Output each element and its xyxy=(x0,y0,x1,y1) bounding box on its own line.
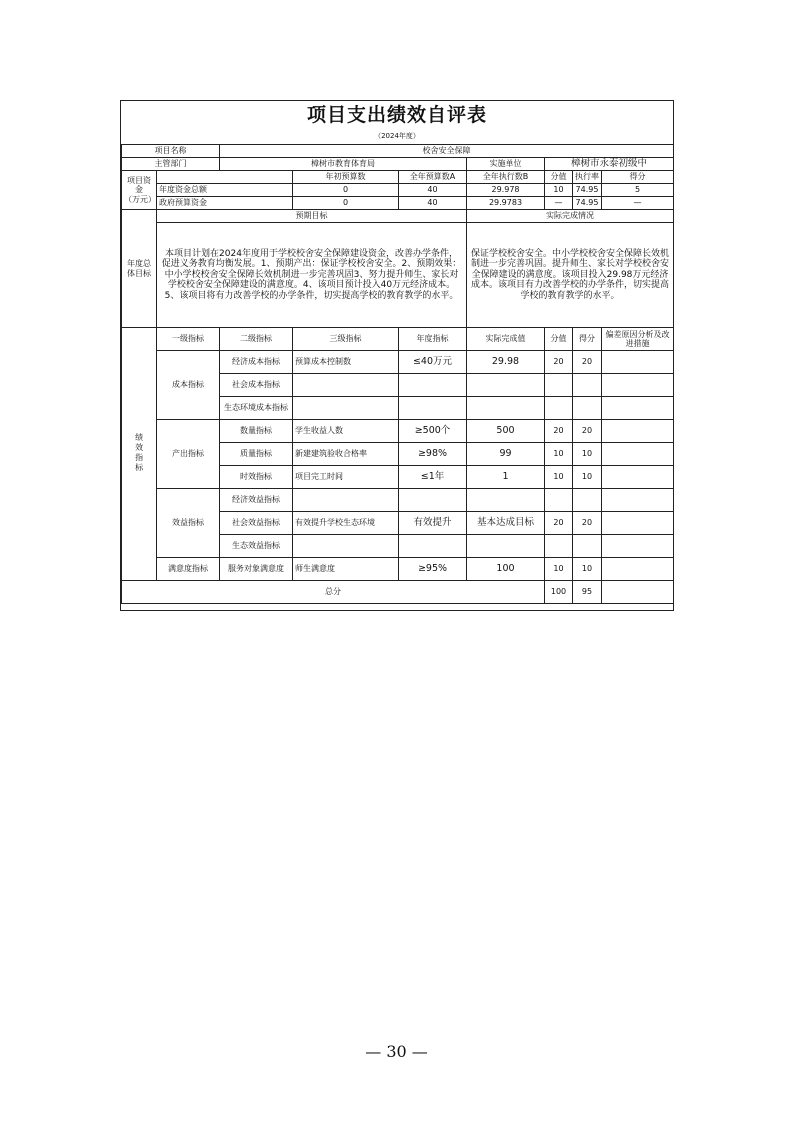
indicator-score xyxy=(545,397,573,420)
indicator-l3: 学生收益人数 xyxy=(293,420,399,443)
annual-total-exec: 29.978 xyxy=(467,184,545,197)
indicator-actual xyxy=(467,374,545,397)
indicator-get: 20 xyxy=(573,351,602,374)
col-l2: 二级指标 xyxy=(220,328,293,351)
indicator-actual xyxy=(467,397,545,420)
indicator-get: 10 xyxy=(573,466,602,489)
funds-blank xyxy=(157,171,293,184)
project-name-value: 校舍安全保障 xyxy=(220,145,674,158)
indicator-score: 20 xyxy=(545,512,573,535)
table-row xyxy=(122,420,674,443)
indicator-get: 10 xyxy=(573,443,602,466)
table-row xyxy=(122,489,674,512)
goal-section-label: 年度总体目标 xyxy=(122,210,157,328)
indicator-l2: 社会效益指标 xyxy=(220,512,293,535)
indicator-get xyxy=(573,489,602,512)
indicator-l3: 师生满意度 xyxy=(293,558,399,581)
actual-header: 实际完成情况 xyxy=(467,210,674,223)
annual-total-score: 10 xyxy=(545,184,573,197)
indicator-actual: 100 xyxy=(467,558,545,581)
gov-budget-init: 0 xyxy=(293,197,399,210)
indicator-reason xyxy=(602,420,674,443)
indicator-l2: 质量指标 xyxy=(220,443,293,466)
form-title: 项目支出绩效自评表 xyxy=(306,104,487,126)
gov-budget-score: — xyxy=(545,197,573,210)
indicator-target: ≥98% xyxy=(399,443,467,466)
indicator-reason xyxy=(602,535,674,558)
indicator-reason xyxy=(602,512,674,535)
col-actual: 实际完成值 xyxy=(467,328,545,351)
indicator-l1: 产出指标 xyxy=(157,420,220,489)
annual-total-full: 40 xyxy=(399,184,467,197)
indicator-target: ≥95% xyxy=(399,558,467,581)
indicator-target xyxy=(399,489,467,512)
indicator-actual: 99 xyxy=(467,443,545,466)
indicator-score: 20 xyxy=(545,351,573,374)
indicator-score: 10 xyxy=(545,443,573,466)
indicator-target: ≤1年 xyxy=(399,466,467,489)
funds-label: 项目资金 （万元） xyxy=(122,171,157,210)
self-evaluation-form xyxy=(120,100,674,611)
indicator-get: 20 xyxy=(573,420,602,443)
indicator-l2: 服务对象满意度 xyxy=(220,558,293,581)
col-l1: 一级指标 xyxy=(157,328,220,351)
budget-full-header: 全年预算数A xyxy=(399,171,467,184)
indicator-reason xyxy=(602,489,674,512)
indicator-l3 xyxy=(293,489,399,512)
indicator-actual: 1 xyxy=(467,466,545,489)
indicator-target xyxy=(399,374,467,397)
col-target: 年度指标 xyxy=(399,328,467,351)
indicator-get xyxy=(573,397,602,420)
table-row xyxy=(122,558,674,581)
indicator-actual xyxy=(467,535,545,558)
gov-budget-exec: 29.9783 xyxy=(467,197,545,210)
project-name-label: 项目名称 xyxy=(122,145,220,158)
indicator-actual: 29.98 xyxy=(467,351,545,374)
indicator-reason xyxy=(602,397,674,420)
indicator-l2: 经济效益指标 xyxy=(220,489,293,512)
evaluation-table xyxy=(121,144,674,604)
annual-total-init: 0 xyxy=(293,184,399,197)
col-l3: 三级指标 xyxy=(293,328,399,351)
col-get: 得分 xyxy=(573,328,602,351)
indicator-l3: 项目完工时间 xyxy=(293,466,399,489)
table-row xyxy=(122,351,674,374)
indicator-get xyxy=(573,374,602,397)
dept-label: 主管部门 xyxy=(122,158,220,171)
exec-rate-header: 执行率 xyxy=(573,171,602,184)
indicator-get: 20 xyxy=(573,512,602,535)
indicator-l3 xyxy=(293,535,399,558)
indicator-score: 10 xyxy=(545,558,573,581)
indicator-reason xyxy=(602,466,674,489)
impl-unit-label: 实施单位 xyxy=(467,158,545,171)
indicator-l2: 生态环境成本指标 xyxy=(220,397,293,420)
indicator-get: 10 xyxy=(573,558,602,581)
indicator-l3 xyxy=(293,397,399,420)
perf-section-label: 绩效指标 xyxy=(122,328,157,581)
indicator-target: ≤40万元 xyxy=(399,351,467,374)
expected-goal-text: 本项目计划在2024年度用于学校校舍安全保障建设资金，改善办学条件，促进义务教育均衡发展。1、预期产出：保证学校校舍安全。2、预期效果：中小学校校舍安全保障长效机制进一步完善巩固3、努力提升师生、家长对学校校舍安全保障建设的满意度。4、该项目预计投入40万元经济成本。5、该项目将有力改善学校的办学条件，切实提高学校的教育教学的水平。 xyxy=(157,223,467,328)
indicator-l3 xyxy=(293,374,399,397)
indicator-target xyxy=(399,397,467,420)
annual-total-get: 5 xyxy=(602,184,674,197)
indicator-reason xyxy=(602,351,674,374)
indicator-target: ≥500个 xyxy=(399,420,467,443)
indicator-actual: 500 xyxy=(467,420,545,443)
indicator-score xyxy=(545,489,573,512)
gov-budget-label: 政府预算资金 xyxy=(157,197,293,210)
page-number: — 30 — xyxy=(365,1042,428,1061)
indicator-l2: 经济成本指标 xyxy=(220,351,293,374)
indicator-target: 有效提升 xyxy=(399,512,467,535)
indicator-l1: 满意度指标 xyxy=(157,558,220,581)
total-score: 100 xyxy=(545,581,573,604)
total-label: 总分 xyxy=(122,581,545,604)
gov-budget-rate: 74.95 xyxy=(573,197,602,210)
indicator-l2: 生态效益指标 xyxy=(220,535,293,558)
dept-value: 樟树市教育体育局 xyxy=(220,158,467,171)
actual-result-text: 保证学校校舍安全。中小学校校舍安全保障长效机制进一步完善巩固。提升师生、家长对学校校舍安全保障建设的满意度。该项目投入29.98万元经济成本。该项目有力改善学校的办学条件，切实提高学校的教育教学的水平。 xyxy=(467,223,674,328)
col-reason: 偏差原因分析及改进措施 xyxy=(602,328,674,351)
indicator-l2: 社会成本指标 xyxy=(220,374,293,397)
annual-total-rate: 74.95 xyxy=(573,184,602,197)
indicator-reason xyxy=(602,374,674,397)
indicator-l3: 有效提升学校生态环境 xyxy=(293,512,399,535)
indicator-l3: 预算成本控制数 xyxy=(293,351,399,374)
exec-full-header: 全年执行数B xyxy=(467,171,545,184)
indicator-actual xyxy=(467,489,545,512)
total-row xyxy=(122,581,674,604)
indicator-score: 10 xyxy=(545,466,573,489)
indicator-target xyxy=(399,535,467,558)
expected-header: 预期目标 xyxy=(157,210,467,223)
indicator-l1: 成本指标 xyxy=(157,351,220,420)
indicator-score: 20 xyxy=(545,420,573,443)
indicator-score xyxy=(545,535,573,558)
indicator-l1: 效益指标 xyxy=(157,489,220,558)
score-get-header: 得分 xyxy=(602,171,674,184)
indicator-score xyxy=(545,374,573,397)
indicator-reason xyxy=(602,443,674,466)
total-get: 95 xyxy=(573,581,602,604)
indicator-actual: 基本达成目标 xyxy=(467,512,545,535)
indicator-reason xyxy=(602,558,674,581)
budget-init-header: 年初预算数 xyxy=(293,171,399,184)
col-score: 分值 xyxy=(545,328,573,351)
form-year: （2024年度） xyxy=(374,132,420,140)
gov-budget-get: — xyxy=(602,197,674,210)
indicator-l2: 时效指标 xyxy=(220,466,293,489)
impl-unit-value: 樟树市永泰初级中 xyxy=(545,158,674,171)
score-val-header: 分值 xyxy=(545,171,573,184)
annual-total-label: 年度资金总额 xyxy=(157,184,293,197)
indicator-get xyxy=(573,535,602,558)
indicator-l3: 新建建筑验收合格率 xyxy=(293,443,399,466)
indicator-l2: 数量指标 xyxy=(220,420,293,443)
gov-budget-full: 40 xyxy=(399,197,467,210)
total-reason xyxy=(602,581,674,604)
